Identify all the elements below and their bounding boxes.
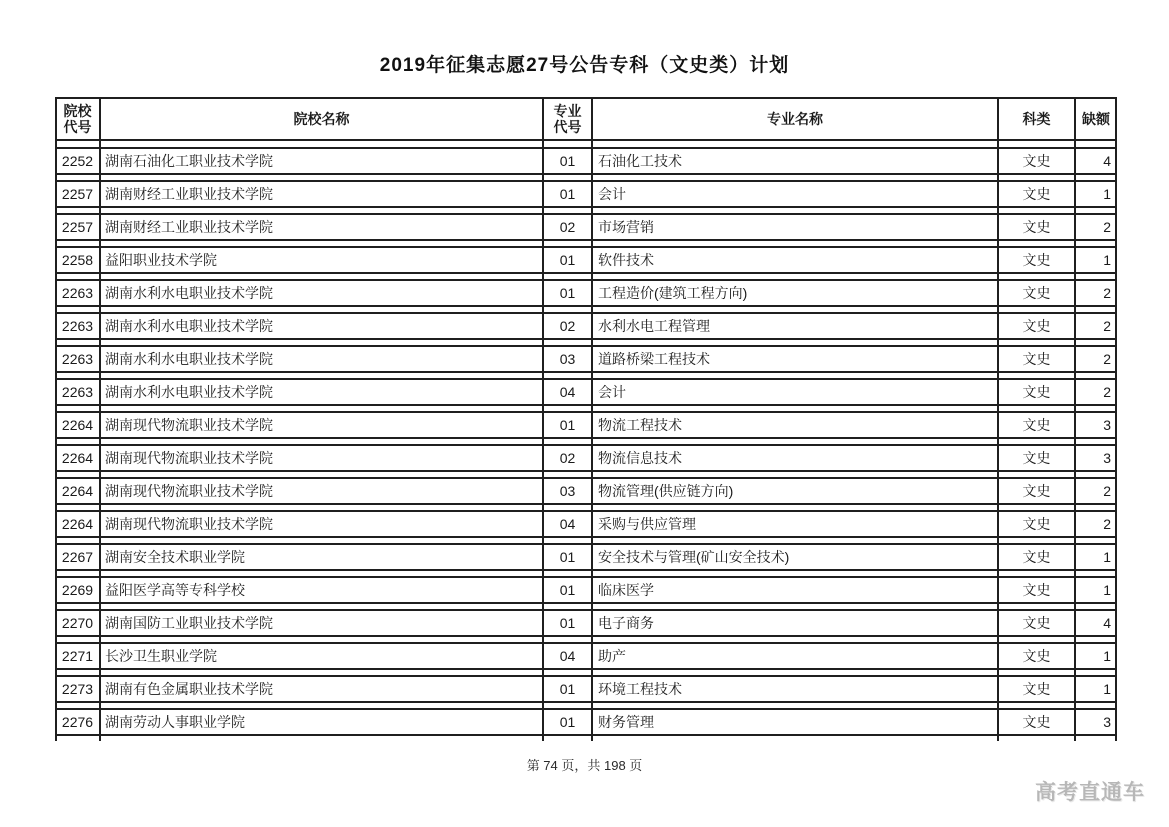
cell-major-name: 工程造价(建筑工程方向): [598, 285, 748, 301]
table-row: [55, 675, 1117, 703]
cell-category: 文史: [1022, 582, 1051, 598]
cell-major-code: 01: [559, 417, 576, 433]
column-divider: [55, 97, 57, 741]
cell-major-name: 石油化工技术: [598, 153, 682, 169]
cell-category: 文史: [1022, 417, 1051, 433]
cell-major-code: 03: [559, 351, 576, 367]
header-college-name: 院校名称: [293, 110, 350, 127]
cell-major-name: 会计: [598, 384, 626, 400]
cell-major-code: 01: [559, 714, 576, 730]
table-row: [55, 543, 1117, 571]
table-row: [55, 609, 1117, 637]
cell-category: 文史: [1022, 186, 1051, 202]
cell-vacancy: 3: [1103, 417, 1111, 433]
cell-major-name: 助产: [598, 648, 626, 664]
watermark-brand: 高考直通车: [1035, 781, 1145, 804]
table-row: [55, 444, 1117, 472]
column-divider: [1115, 97, 1117, 741]
cell-vacancy: 2: [1103, 318, 1111, 334]
cell-major-code: 01: [559, 285, 576, 301]
cell-major-name: 软件技术: [598, 252, 654, 268]
cell-college-code: 2264: [61, 516, 94, 532]
cell-college-name: 益阳医学高等专科学校: [105, 582, 245, 598]
cell-major-name: 环境工程技术: [598, 681, 682, 697]
cell-college-code: 2263: [61, 285, 94, 301]
cell-major-code: 02: [559, 318, 576, 334]
cell-college-name: 湖南水利水电职业技术学院: [105, 384, 273, 400]
cell-college-name: 湖南现代物流职业技术学院: [105, 450, 273, 466]
cell-college-code: 2270: [61, 615, 94, 631]
header-college-code: 院校代号: [63, 102, 92, 135]
cell-vacancy: 2: [1103, 384, 1111, 400]
table-row: [55, 642, 1117, 670]
header-major-name: 专业名称: [767, 110, 823, 127]
table-row: [55, 246, 1117, 274]
column-divider: [542, 97, 544, 741]
cell-college-code: 2252: [61, 153, 94, 169]
cell-major-code: 01: [559, 615, 576, 631]
cell-college-name: 湖南水利水电职业技术学院: [105, 285, 273, 301]
cell-category: 文史: [1022, 681, 1051, 697]
cell-major-name: 道路桥梁工程技术: [598, 351, 710, 367]
cell-college-code: 2269: [61, 582, 94, 598]
cell-major-name: 安全技术与管理(矿山安全技术): [598, 549, 790, 565]
cell-vacancy: 2: [1103, 516, 1111, 532]
cell-college-code: 2263: [61, 384, 94, 400]
cell-college-name: 湖南石油化工职业技术学院: [105, 153, 273, 169]
table-row: [55, 477, 1117, 505]
cell-category: 文史: [1022, 714, 1051, 730]
cell-vacancy: 1: [1103, 681, 1111, 697]
cell-major-code: 04: [559, 516, 576, 532]
table-row: [55, 180, 1117, 208]
cell-major-name: 水利水电工程管理: [598, 318, 710, 334]
table-row: [55, 576, 1117, 604]
cell-college-code: 2257: [61, 219, 94, 235]
cell-major-code: 04: [559, 384, 576, 400]
cell-vacancy: 4: [1103, 153, 1111, 169]
column-divider: [1074, 97, 1076, 741]
cell-vacancy: 1: [1103, 549, 1111, 565]
table-row: [55, 510, 1117, 538]
cell-category: 文史: [1022, 516, 1051, 532]
cell-major-name: 电子商务: [598, 615, 654, 631]
cell-college-code: 2267: [61, 549, 94, 565]
cell-category: 文史: [1022, 252, 1051, 268]
cell-college-name: 湖南财经工业职业技术学院: [105, 219, 273, 235]
cell-college-code: 2264: [61, 417, 94, 433]
cell-vacancy: 2: [1103, 483, 1111, 499]
cell-college-name: 湖南有色金属职业技术学院: [105, 681, 273, 697]
cell-college-name: 湖南劳动人事职业学院: [105, 714, 245, 730]
cell-category: 文史: [1022, 153, 1051, 169]
cell-category: 文史: [1022, 285, 1051, 301]
cell-college-name: 湖南现代物流职业技术学院: [105, 483, 273, 499]
header-vacancy: 缺额: [1082, 110, 1110, 127]
cell-college-name: 湖南国防工业职业技术学院: [105, 615, 273, 631]
cell-major-name: 会计: [598, 186, 626, 202]
cell-major-code: 03: [559, 483, 576, 499]
cell-college-code: 2264: [61, 450, 94, 466]
cell-category: 文史: [1022, 384, 1051, 400]
table-row: [55, 147, 1117, 175]
cell-major-code: 01: [559, 153, 576, 169]
table-row: [55, 312, 1117, 340]
cell-major-code: 01: [559, 186, 576, 202]
cell-college-name: 长沙卫生职业学院: [105, 648, 217, 664]
cell-college-code: 2271: [61, 648, 94, 664]
cell-category: 文史: [1022, 483, 1051, 499]
cell-major-code: 01: [559, 582, 576, 598]
cell-category: 文史: [1022, 351, 1051, 367]
table-header-row: [55, 97, 1117, 141]
cell-vacancy: 1: [1103, 252, 1111, 268]
cell-vacancy: 2: [1103, 351, 1111, 367]
cell-major-code: 01: [559, 549, 576, 565]
page-number: 第 74 页，共 198 页: [526, 758, 643, 773]
cell-category: 文史: [1022, 219, 1051, 235]
cell-vacancy: 3: [1103, 450, 1111, 466]
cell-college-code: 2263: [61, 351, 94, 367]
table-row: [55, 279, 1117, 307]
cell-major-name: 市场营销: [598, 219, 654, 235]
cell-college-code: 2263: [61, 318, 94, 334]
cell-major-code: 02: [559, 219, 576, 235]
cell-major-code: 04: [559, 648, 576, 664]
header-major-code: 专业代号: [553, 102, 582, 135]
cell-category: 文史: [1022, 450, 1051, 466]
cell-vacancy: 1: [1103, 582, 1111, 598]
cell-major-name: 临床医学: [598, 582, 654, 598]
cell-college-code: 2276: [61, 714, 94, 730]
table-row: [55, 708, 1117, 736]
cell-major-name: 采购与供应管理: [598, 516, 696, 532]
cell-vacancy: 2: [1103, 285, 1111, 301]
page-title: 2019年征集志愿27号公告专科（文史类）计划: [379, 55, 790, 76]
table-row: [55, 345, 1117, 373]
cell-college-code: 2257: [61, 186, 94, 202]
cell-college-name: 益阳职业技术学院: [105, 252, 217, 268]
cell-major-name: 财务管理: [598, 714, 654, 730]
cell-category: 文史: [1022, 615, 1051, 631]
table-body: [55, 147, 1117, 736]
cell-college-code: 2258: [61, 252, 94, 268]
cell-vacancy: 4: [1103, 615, 1111, 631]
cell-major-code: 02: [559, 450, 576, 466]
header-category: 科类: [1022, 110, 1051, 127]
table-row: [55, 411, 1117, 439]
cell-vacancy: 3: [1103, 714, 1111, 730]
cell-college-name: 湖南财经工业职业技术学院: [105, 186, 273, 202]
table-row: [55, 213, 1117, 241]
cell-major-name: 物流管理(供应链方向): [598, 483, 734, 499]
cell-college-name: 湖南水利水电职业技术学院: [105, 351, 273, 367]
cell-college-name: 湖南水利水电职业技术学院: [105, 318, 273, 334]
cell-major-code: 01: [559, 252, 576, 268]
cell-college-name: 湖南安全技术职业学院: [105, 549, 245, 565]
cell-major-name: 物流信息技术: [598, 450, 682, 466]
column-divider: [997, 97, 999, 741]
table-row: [55, 378, 1117, 406]
cell-college-code: 2264: [61, 483, 94, 499]
column-divider: [591, 97, 593, 741]
cell-category: 文史: [1022, 549, 1051, 565]
cell-category: 文史: [1022, 648, 1051, 664]
cell-vacancy: 2: [1103, 219, 1111, 235]
plan-table: [55, 97, 1117, 741]
cell-major-name: 物流工程技术: [598, 417, 682, 433]
column-divider: [99, 97, 101, 741]
cell-vacancy: 1: [1103, 648, 1111, 664]
cell-college-name: 湖南现代物流职业技术学院: [105, 417, 273, 433]
cell-vacancy: 1: [1103, 186, 1111, 202]
cell-major-code: 01: [559, 681, 576, 697]
cell-college-code: 2273: [61, 681, 94, 697]
cell-category: 文史: [1022, 318, 1051, 334]
cell-college-name: 湖南现代物流职业技术学院: [105, 516, 273, 532]
